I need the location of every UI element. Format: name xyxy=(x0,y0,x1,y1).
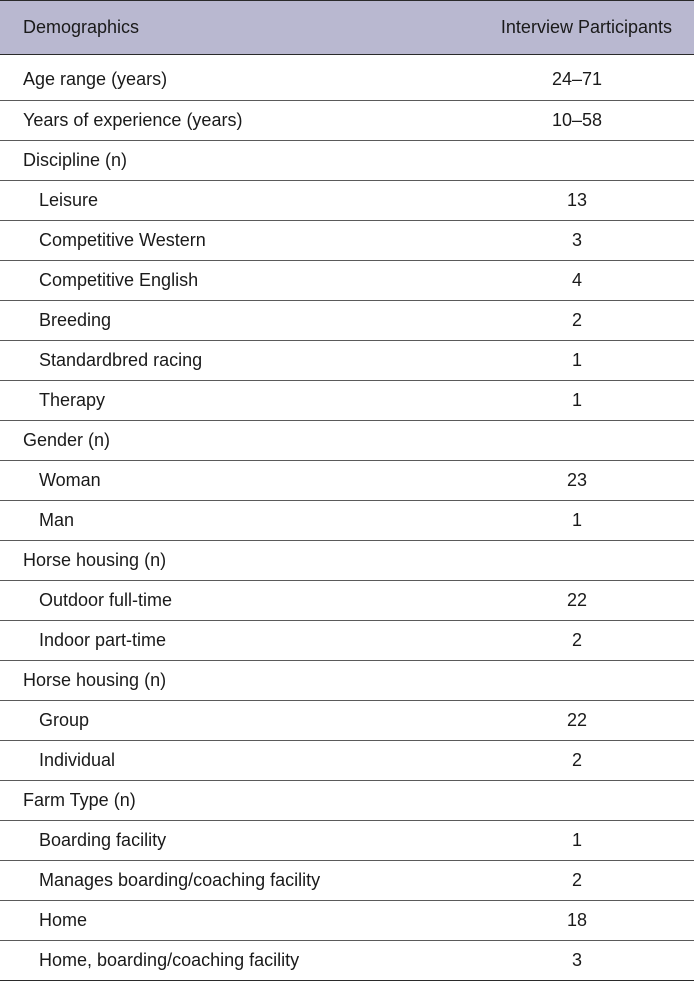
table-row-subitem xyxy=(0,300,694,340)
table-row-category xyxy=(0,140,694,180)
row-label: Home xyxy=(0,900,460,940)
row-label: Man xyxy=(0,500,460,540)
table-row-subitem xyxy=(0,220,694,260)
row-value: 1 xyxy=(460,820,694,860)
row-value: 2 xyxy=(460,740,694,780)
table-row-category xyxy=(0,660,694,700)
table-row-subitem xyxy=(0,380,694,420)
row-label: Competitive Western xyxy=(0,220,460,260)
row-value: 2 xyxy=(460,620,694,660)
row-value: 22 xyxy=(460,580,694,620)
row-value: 10–58 xyxy=(460,100,694,140)
table-row-subitem xyxy=(0,860,694,900)
table-row-subitem xyxy=(0,700,694,740)
table-row-subitem xyxy=(0,460,694,500)
table-row-subitem xyxy=(0,500,694,540)
table-row-category xyxy=(0,420,694,460)
table-row-subitem xyxy=(0,820,694,860)
row-value: 22 xyxy=(460,700,694,740)
row-value: 24–71 xyxy=(460,60,694,100)
table-row-subitem xyxy=(0,260,694,300)
row-value: 2 xyxy=(460,300,694,340)
row-label: Manages boarding/coaching facility xyxy=(0,860,460,900)
row-label: Group xyxy=(0,700,460,740)
table-row-subitem xyxy=(0,940,694,980)
row-value: 1 xyxy=(460,380,694,420)
row-label: Individual xyxy=(0,740,460,780)
table-row-subitem xyxy=(0,580,694,620)
row-label: Boarding facility xyxy=(0,820,460,860)
row-label: Outdoor full-time xyxy=(0,580,460,620)
row-label: Competitive English xyxy=(0,260,460,300)
table-header xyxy=(0,1,694,55)
row-value: 13 xyxy=(460,180,694,220)
row-value: 18 xyxy=(460,900,694,940)
row-value: 4 xyxy=(460,260,694,300)
table-row-subitem xyxy=(0,740,694,780)
row-label: Discipline (n) xyxy=(0,140,460,180)
table-row-subitem xyxy=(0,620,694,660)
row-label: Therapy xyxy=(0,380,460,420)
table-row-subitem xyxy=(0,180,694,220)
row-value: 3 xyxy=(460,940,694,980)
row-value xyxy=(460,660,694,700)
row-label: Horse housing (n) xyxy=(0,660,460,700)
row-value: 3 xyxy=(460,220,694,260)
header-demographics: Demographics xyxy=(0,1,460,55)
row-value: 23 xyxy=(460,460,694,500)
row-value: 2 xyxy=(460,860,694,900)
row-label: Horse housing (n) xyxy=(0,540,460,580)
row-value xyxy=(460,780,694,820)
table-row-category xyxy=(0,780,694,820)
row-label: Breeding xyxy=(0,300,460,340)
row-label: Woman xyxy=(0,460,460,500)
row-label: Gender (n) xyxy=(0,420,460,460)
table-row-subitem xyxy=(0,340,694,380)
row-value: 1 xyxy=(460,340,694,380)
row-value xyxy=(460,420,694,460)
header-interview-participants: Interview Participants xyxy=(460,1,694,55)
table-body xyxy=(0,55,694,981)
header-row xyxy=(0,1,694,55)
table-row-category xyxy=(0,100,694,140)
row-label: Home, boarding/coaching facility xyxy=(0,940,460,980)
row-label: Years of experience (years) xyxy=(0,100,460,140)
table-row-subitem xyxy=(0,900,694,940)
row-label: Age range (years) xyxy=(0,60,460,100)
row-label: Leisure xyxy=(0,180,460,220)
row-value xyxy=(460,140,694,180)
row-label: Standardbred racing xyxy=(0,340,460,380)
row-label: Farm Type (n) xyxy=(0,780,460,820)
row-label: Indoor part-time xyxy=(0,620,460,660)
row-value: 1 xyxy=(460,500,694,540)
table-row-category xyxy=(0,60,694,100)
table-row-category xyxy=(0,540,694,580)
row-value xyxy=(460,540,694,580)
